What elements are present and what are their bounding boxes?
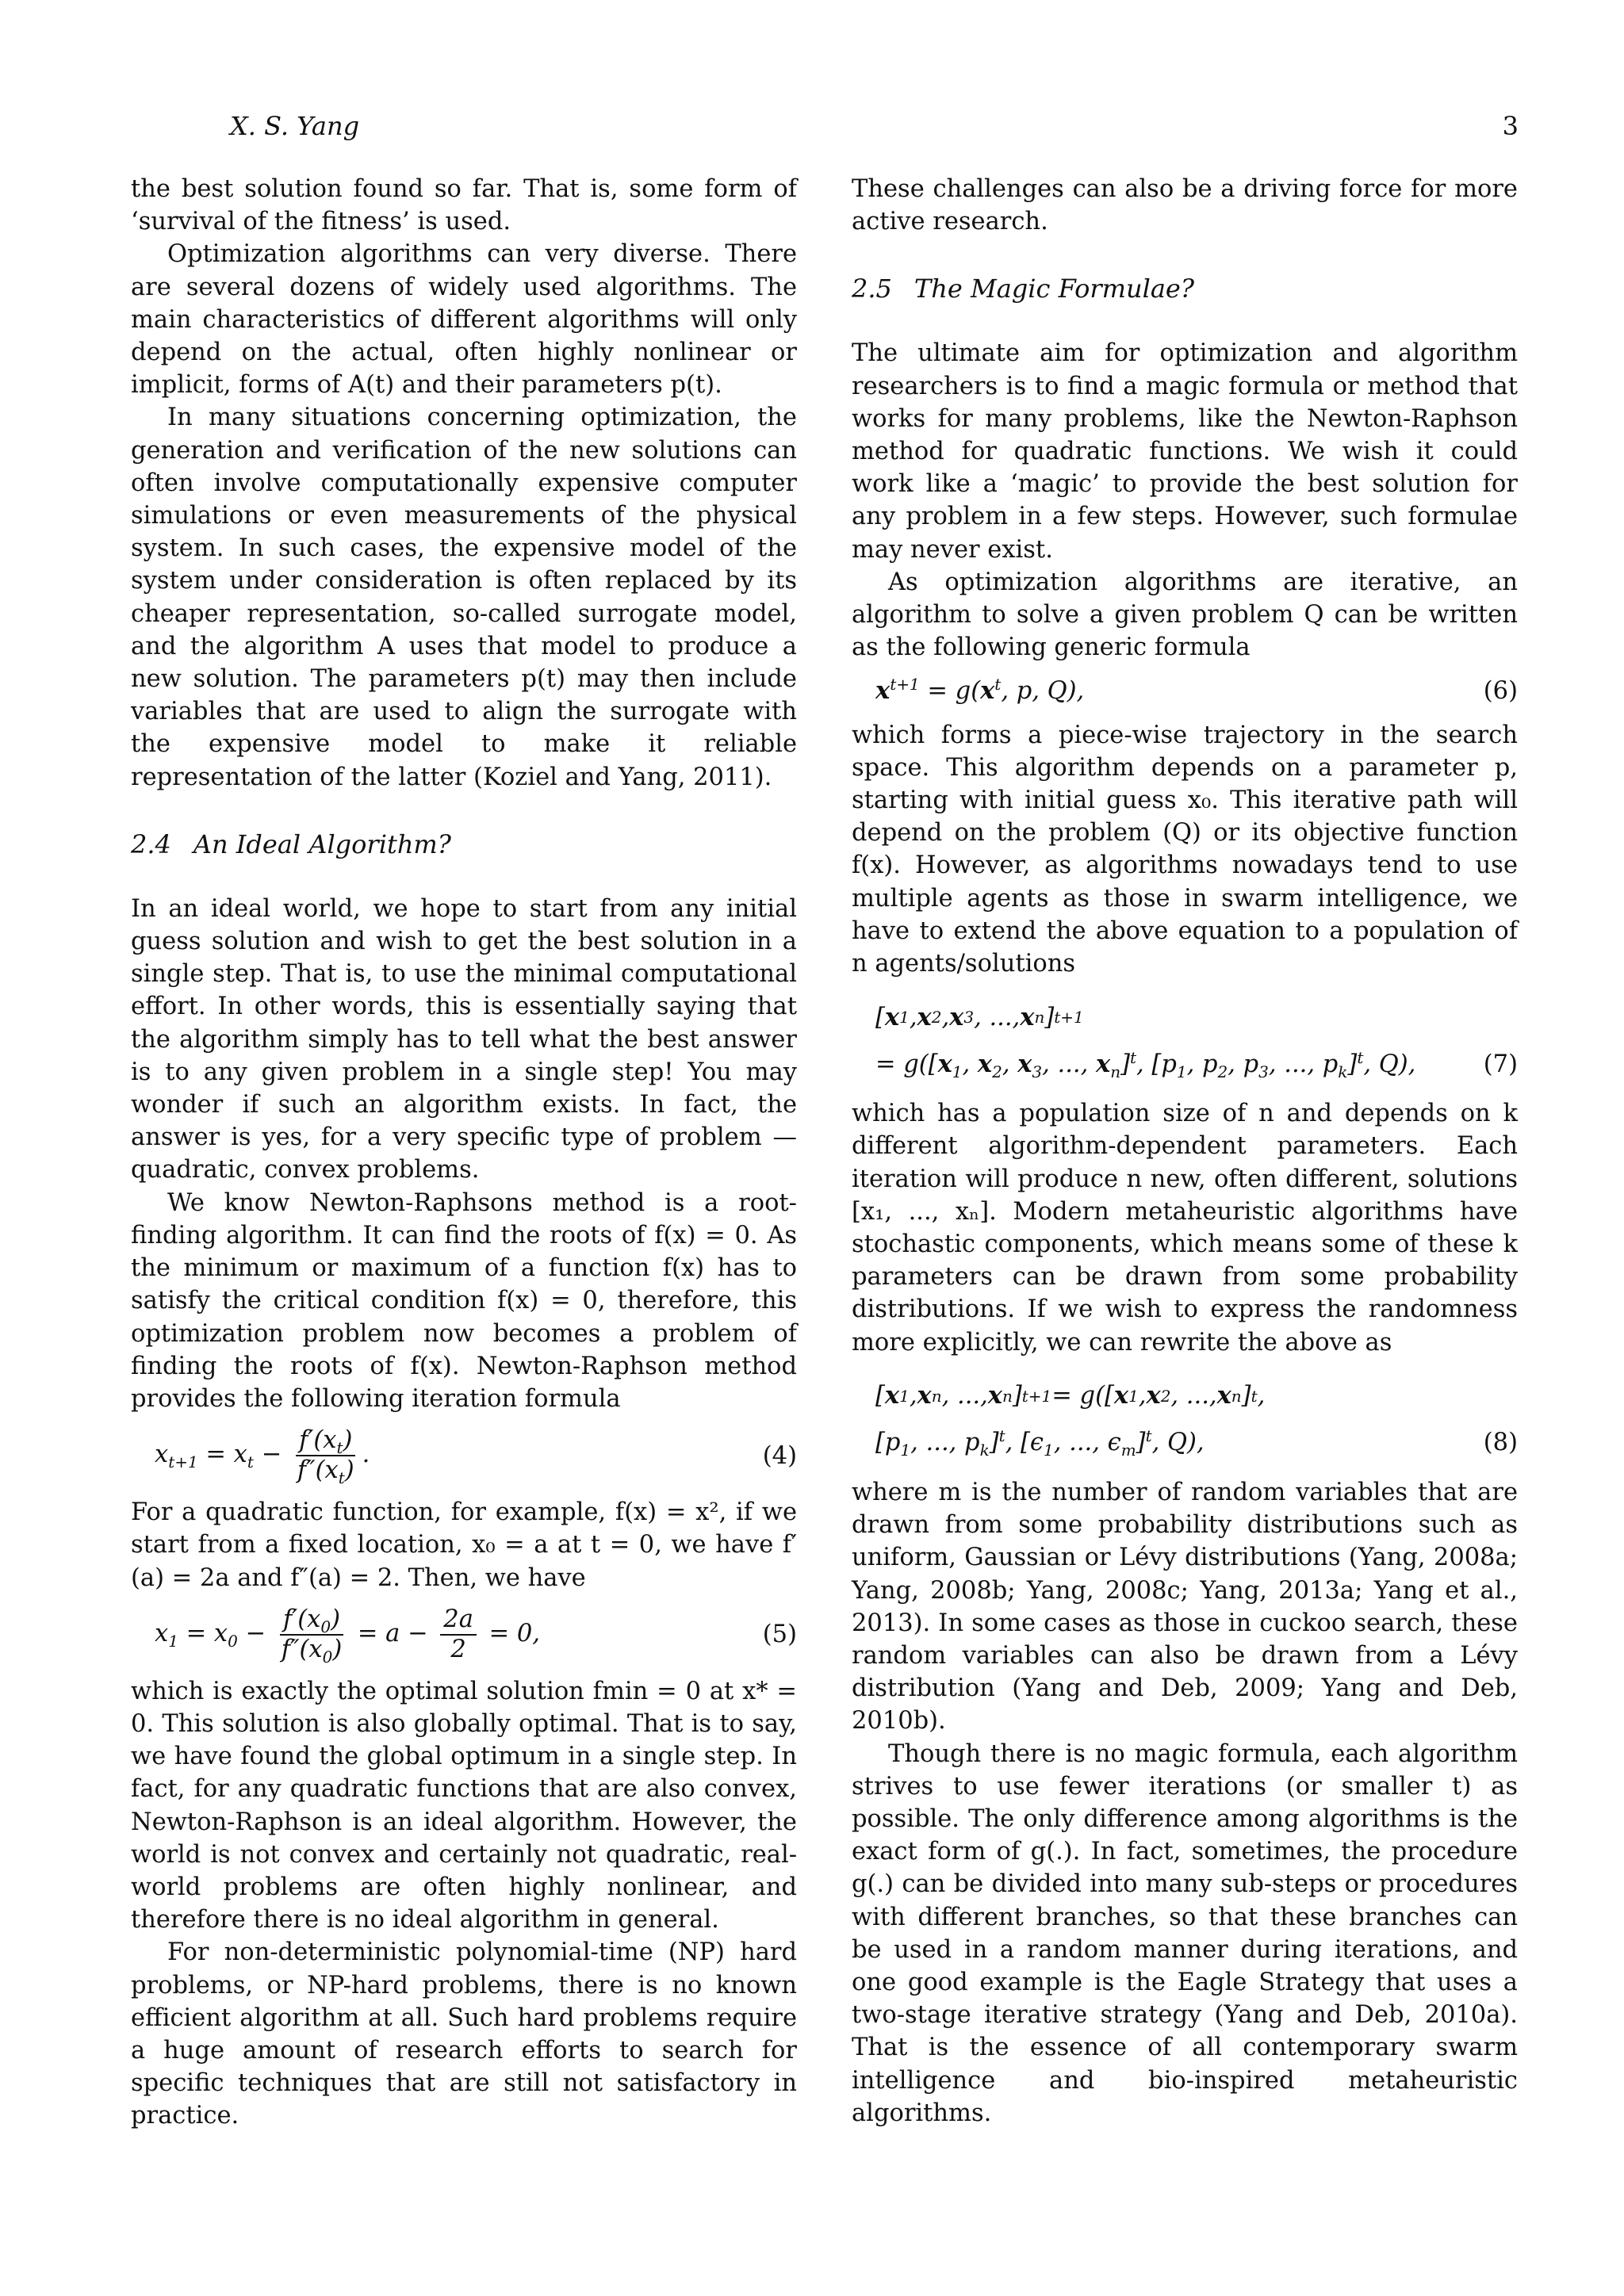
equation-number: (7) [1483,1050,1518,1078]
equation-line: [$p_1$, ..., $p_k]^t$, [$\epsilon_1$, ..., $\epsilon_m]^t$, Q), (8) [875,1426,1518,1460]
equation-number: (5) [762,1621,797,1649]
page-number: 3 [1502,111,1519,141]
section-number: 2.4 [131,828,171,859]
paragraph: For non-deterministic polynomial-time (NP) hard problems, or NP-hard problems, there is no known efficient algorithm at all. Such hard problems require a huge amount of research efforts to search for specific techniques that are still not satisfactory in practice. [131,1938,797,2130]
equation-number: (8) [1483,1429,1518,1457]
paragraph: The ultimate aim for optimization and algorithm researchers is to find a magic formula or method that works for many problems, like the Newton-Raphson method for quadratic functions. We wish it could work like a ‘magic’ to provide the best solution for any problem in a few steps. However, such formulae may never exist. [852,339,1518,564]
paragraph: which is exactly the optimal solution fmin = 0 at x* = 0. This solution is also globally optimal. That is to say, we have found the global optimum in a single step. In fact, for any quadratic functions that are also convex, Newton-Raphson is an ideal algorithm. However, the world is not convex and certainly not quadratic, real-world problems are often highly nonlinear, and therefore there is no ideal algorithm in general. [131,1677,797,1934]
equation-line: [ x 1 , x 2 , x 3 , ..., x n ] t+1 [875,1002,1084,1031]
paragraph: which forms a piece-wise trajectory in the search space. This algorithm depends on a parameter p, starting with initial guess x₀. This iterative path will depend on the problem (Q) or its objective function f(x). However, as algorithms nowadays tend to use multiple agents as those in swarm intelligence, we have to extend the above equation to a population of n agents/solutions [852,721,1518,978]
paragraph: As optimization algorithms are iterative, an algorithm to solve a given problem Q can be written as the following generic formula [852,568,1518,662]
section-number: 2.5 [852,274,892,304]
equation-line: = $g([x_1$, $x_2$, $x_3$, ..., $x_n]^t$, [$p_1$, $p_2$, $p_3$, ..., $p_k]^t$, Q), (7) [875,1047,1518,1081]
paragraph: where m is the number of random variables that are drawn from some probability distributions such as uniform, Gaussian or Lévy distributions (Yang, 2008a; Yang, 2008b; Yang, 2008c; Yang, 2013a; Yang et al., 2013). In some cases as those in cuckoo search, these random variables can also be drawn from a Lévy distribution (Yang and Deb, 2009; Yang and Deb, 2010b). [852,1478,1518,1735]
paragraph: In an ideal world, we hope to start from any initial guess solution and wish to get the best solution in a single step. That is, to use the minimal computational effort. In other words, this is essentially saying that the algorithm simply has to tell what the best answer is to any given problem in a single step! You may wonder if such an algorithm exists. In fact, the answer is yes, for a very specific type of problem — quadratic, convex problems. [131,894,797,1184]
equation-number: (6) [1483,677,1518,706]
section-title: The Magic Formulae? [914,274,1194,304]
paragraph: We know Newton-Raphsons method is a root-finding algorithm. It can find the roots of f(x) = 0. As the minimum or maximum of a function f(x) has to satisfy the critical condition f(x) = 0, therefore, this optimization problem now becomes a problem of finding the roots of f(x). Newton-Raphson method provides the following iteration formula [131,1188,797,1413]
equation-4 [131,1426,797,1488]
equation-7 [852,993,1518,1086]
equation-body: $x^{t+1} = g(x^t$, p, Q), [875,675,1085,706]
paragraph: which has a population size of n and depends on k different algorithm-dependent parameters. Each iteration will produce n new, often different, solutions [x₁, ..., xₙ]. Modern metaheuristic algorithms have stochastic components, which means some of these k parameters can be drawn from some probability distributions. If we wish to express the randomness more explicitly, we can rewrite the above as [852,1100,1518,1357]
left-column [131,173,797,2133]
section-title: An Ideal Algorithm? [193,828,451,859]
right-column [852,173,1518,2130]
section-heading-2-5 [852,273,1518,305]
equation-body: $x_{t+1} = x_t$ − $\frac{f'(x_t)}{f''(x_t)}$ . [155,1426,370,1488]
equation-number: (4) [762,1441,797,1470]
paragraph: the best solution found so far. That is, some form of ‘survival of the fitness’ is used. [131,175,797,236]
paragraph: For a quadratic function, for example, f(x) = x², if we start from a fixed location, x₀ = a at t = 0, we have f′(a) = 2a and f″(a) = 2. Then, we have [131,1498,797,1592]
equation-body: $x_1 = x_0$ − $\frac{f'(x_0)}{f''(x_0)}$ = a − $\frac{2a}{2}$ = 0, [155,1605,540,1667]
paragraph: Though there is no magic formula, each algorithm strives to use fewer iterations (or smaller t) as possible. The only difference among algorithms is the exact form of g(.). In fact, sometimes, the procedure g(.) can be divided into many sub-steps or procedures with different branches, so that these branches can be used in a random manner during iterations, and one good example is the Eagle Strategy that uses a two-stage iterative strategy (Yang and Deb, 2010a). That is the essence of all contemporary swarm intelligence and bio-inspired metaheuristic algorithms. [852,1739,1518,2127]
paragraph: These challenges can also be a driving force for more active research. [852,175,1518,236]
equation-6 [852,675,1518,707]
paragraph: In many situations concerning optimization, the generation and verification of the new solutions can often involve computationally expensive computer simulations or even measurements of the physical system. In such cases, the expensive model of the system under consideration is often replaced by its cheaper representation, so-called surrogate model, and the algorithm A uses that model to produce a new solution. The parameters p(t) may then include variables that are used to align the surrogate with the expensive model to make it reliable representation of the latter (Koziel and Yang, 2011). [131,404,797,791]
equation-5 [131,1605,797,1667]
equation-line: [ x 1 , x n , ..., x n ] t+1 = g([ x 1 , x 2 , ..., x n ] t , [875,1381,1266,1410]
section-heading-2-4 [131,828,797,861]
header-author: X. S. Yang [230,111,360,141]
paragraph: Optimization algorithms can very diverse. There are several dozens of widely used algorithms. The main characteristics of different algorithms will only depend on the actual, often highly nonlinear or implicit, forms of A(t) and their parameters p(t). [131,240,797,400]
running-header [131,111,1519,141]
equation-8 [852,1372,1518,1465]
